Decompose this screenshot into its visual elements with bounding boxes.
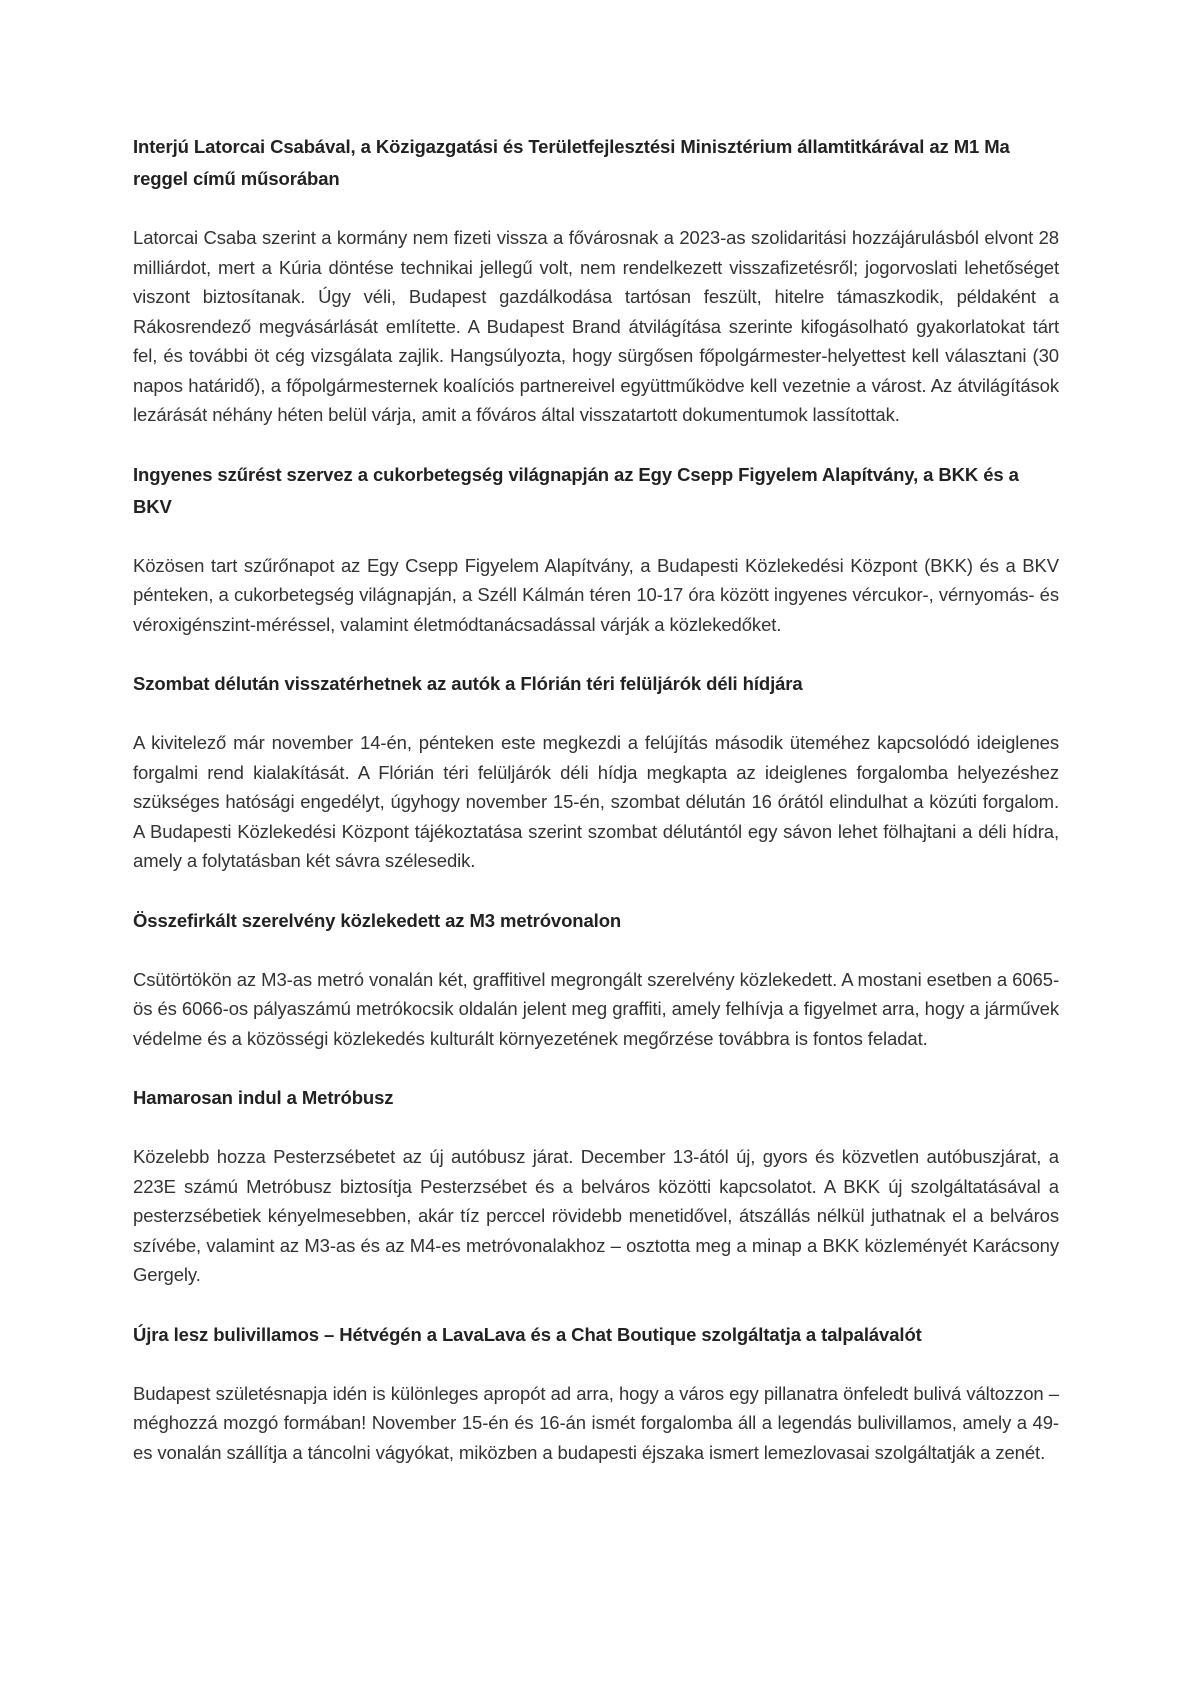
section-paragraph: Közelebb hozza Pesterzsébetet az új autóbusz járat. December 13-ától új, gyors és közvetlen autóbuszjárat, a 223E számú Metróbusz biztosítja Pesterzsébet és a belváros közötti kapcsolatot. A BKK új szolgáltatásával a pesterzsébetiek kényelmesebben, akár tíz perccel rövidebb menetidővel, átszállás nélkül juthatnak el a belváros szívébe, valamint az M3-as és az M4-es metróvonalakhoz – osztotta meg a minap a BKK közleményét Karácsony Gergely.	[133, 1146, 1059, 1285]
section-paragraph: Közösen tart szűrőnapot az Egy Csepp Figyelem Alapítvány, a Budapesti Közlekedési Központ (BKK) és a BKV pénteken, a cukorbetegség világnapján, a Széll Kálmán téren 10-17 óra között ingyenes vércukor-, vérnyomás- és véroxigénszint-méréssel, valamint életmódtanácsadással várják a közlekedőket.	[133, 554, 1059, 635]
section-paragraph: Latorcai Csaba szerint a kormány nem fizeti vissza a fővárosnak a 2023-as szolidaritási hozzájárulásból elvont 28 milliárdot, mert a Kúria döntése technikai jellegű volt, nem rendelkezett visszafizetésről; jogorvoslati lehetőséget viszont biztosítanak. Úgy véli, Budapest gazdálkodása tartósan feszült, hitelre támaszkodik, példaként a Rákosrendező megvásárlását említette. A Budapest Brand átvilágítása szerinte kifogásolható gyakorlatokat tárt fel, és további öt cég vizsgálata zajlik. Hangsúlyozta, hogy sürgősen főpolgármester-helyettest kell választani (30 napos határidő), a főpolgármesternek koalíciós partnereivel együttműködve kell vezetnie a várost. Az átvilágítások lezárását néhány héten belül várja, amit a főváros által visszatartott dokumentumok lassítottak.	[133, 227, 1059, 425]
section-heading: Hamarosan indul a Metróbusz	[133, 1087, 394, 1108]
section-paragraph: A kivitelező már november 14-én, pénteken este megkezdi a felújítás második üteméhez kapcsolódó ideiglenes forgalmi rend kialakítását. A Flórián téri felüljárók déli hídja megkapta az ideiglenes forgalomba helyezéshez szükséges hatósági engedélyt, úgyhogy november 15-én, szombat délután 16 órától elindulhat a közúti forgalom. A Budapesti Közlekedési Központ tájékoztatása szerint szombat délutántól egy sávon lehet fölhajtani a déli hídra, amely a folytatásban két sávra szélesedik.	[133, 732, 1059, 871]
section-heading: Újra lesz bulivillamos – Hétvégén a LavaLava és a Chat Boutique szolgáltatja a talpalávalót	[133, 1323, 922, 1345]
document-content	[133, 131, 1059, 1496]
section-heading: Összefirkált szerelvény közlekedett az M3 metróvonalon	[133, 909, 622, 931]
section-heading: Ingyenes szűrést szervez a cukorbetegség világnapján az Egy Csepp Figyelem Alapítvány, a BKK és a BKV	[133, 463, 1019, 517]
section-florian-bridge	[133, 668, 1059, 876]
section-screening-day	[133, 459, 1059, 640]
section-paragraph: Csütörtökön az M3-as metró vonalán két, graffitivel megrongált szerelvény közlekedett. A mostani esetben a 6065-ös és 6066-os pályaszámú metrókocsik oldalán jelent meg graffiti, amely felhívja a figyelmet arra, hogy a járművek védelme és a közösségi közlekedés kulturált környezetének megőrzése továbbra is fontos feladat.	[133, 968, 1059, 1049]
section-heading: Interjú Latorcai Csabával, a Közigazgatási és Területfejlesztési Minisztérium államtitkárával az M1 Ma reggel című műsorában	[133, 136, 1010, 189]
section-paragraph: Budapest születésnapja idén is különleges apropót ad arra, hogy a város egy pillanatra önfeledt bulivá változzon – méghozzá mozgó formában! November 15-én és 16-án ismét forgalomba áll a legendás bulivillamos, amely a 49-es vonalán szállítja a táncolni vágyókat, miközben a budapesti éjszaka ismert lemezlovasai szolgáltatják a zenét.	[133, 1382, 1059, 1463]
section-m3-graffiti	[133, 905, 1059, 1054]
section-party-tram	[133, 1319, 1059, 1468]
section-interview	[133, 131, 1059, 430]
section-heading: Szombat délután visszatérhetnek az autók a Flórián téri felüljárók déli hídjára	[133, 673, 803, 694]
section-metrobusz	[133, 1082, 1059, 1290]
